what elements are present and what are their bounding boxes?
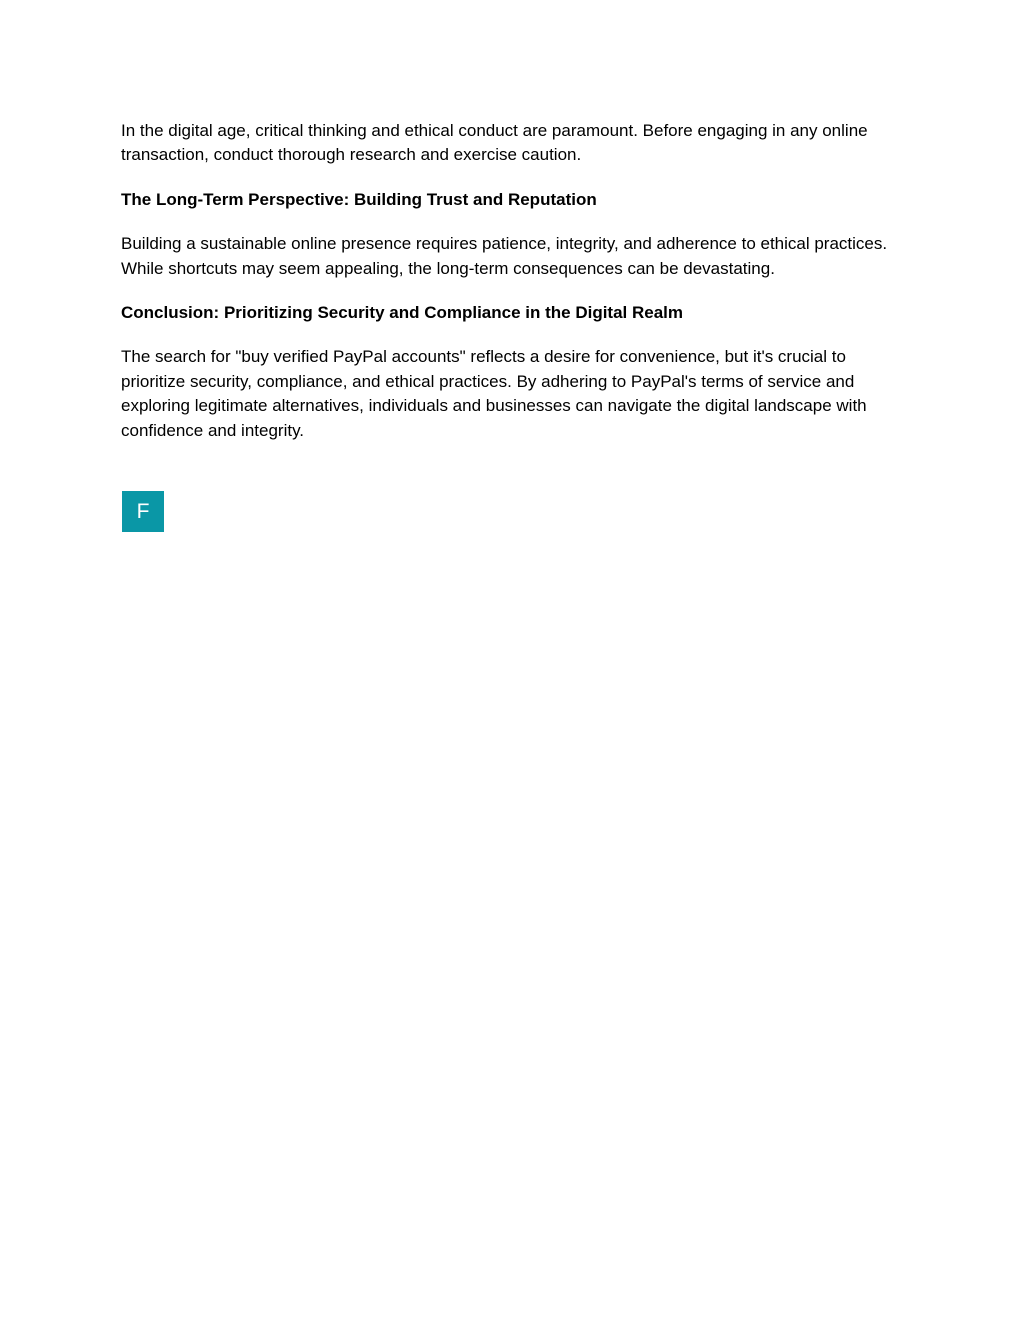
long-term-paragraph: Building a sustainable online presence requires patience, integrity, and adherence to ethical practices. While shortcuts may seem appealing, the long-term consequences can be devastating. (121, 234, 888, 278)
section-heading-conclusion: Conclusion: Prioritizing Security and Compliance in the Digital Realm (121, 303, 684, 323)
intro-paragraph: In the digital age, critical thinking and ethical conduct are paramount. Before engaging in any online transaction, conduct thorough research and exercise caution. (121, 121, 868, 165)
badge-letter: F (136, 499, 150, 523)
document-body (121, 119, 911, 463)
section-heading-long-term: The Long-Term Perspective: Building Trust and Reputation (121, 189, 597, 209)
conclusion-paragraph: The search for "buy verified PayPal accounts" reflects a desire for convenience, but it's crucial to prioritize security, compliance, and ethical practices. By adhering to PayPal's terms of service and exploring legitimate alternatives, individuals and businesses can navigate the digital landscape with confidence and integrity. (121, 347, 867, 440)
letter-badge-icon[interactable] (122, 491, 164, 532)
